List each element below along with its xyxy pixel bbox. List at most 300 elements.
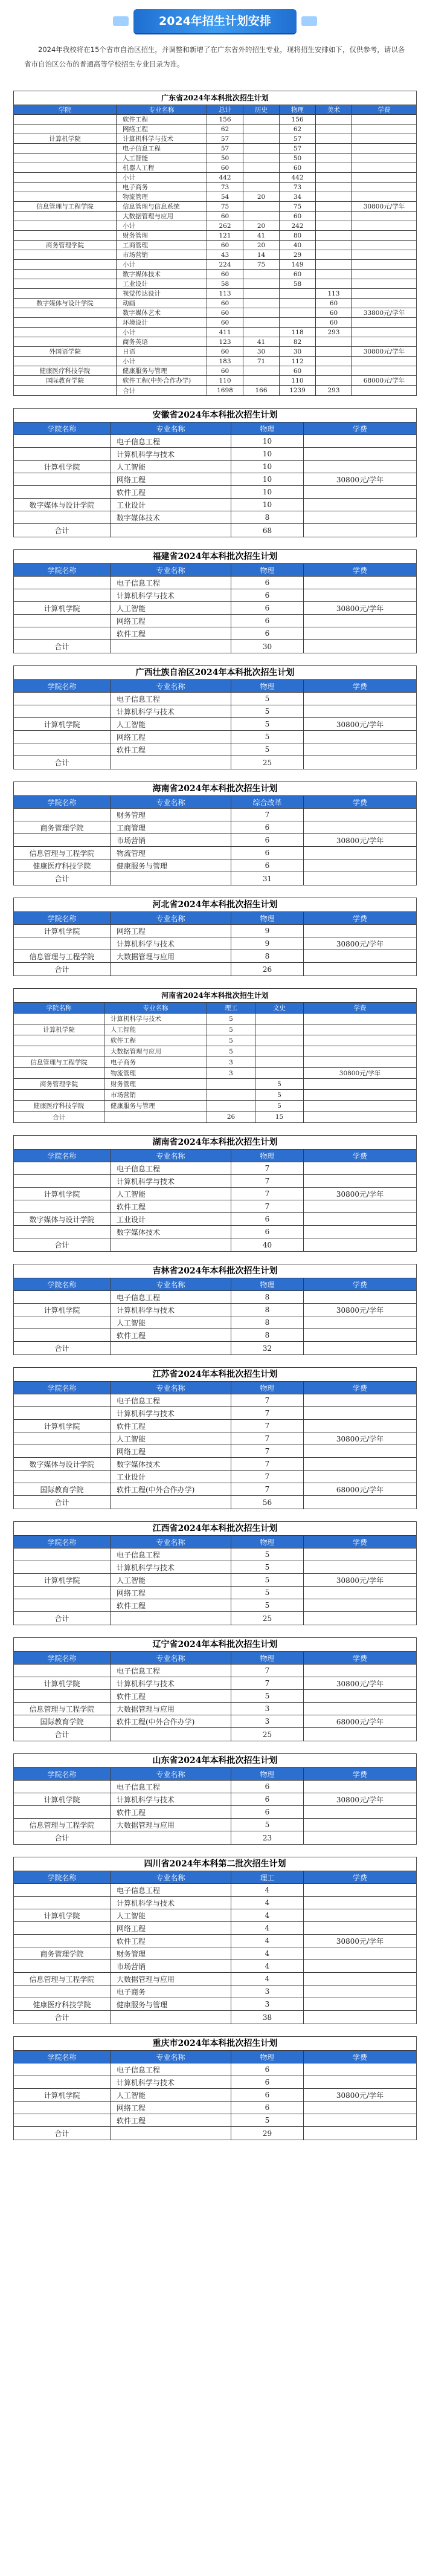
value-cell <box>304 1213 416 1226</box>
major-cell: 计算机科学与技术 <box>111 1407 231 1420</box>
value-cell <box>243 318 280 328</box>
value-cell: 5 <box>207 1035 255 1046</box>
table-row <box>14 1819 416 1831</box>
value-cell: 149 <box>280 260 316 270</box>
value-cell: 7 <box>231 809 304 821</box>
major-cell: 大数据管理与应用 <box>111 1819 231 1831</box>
value-cell <box>304 627 416 640</box>
major-cell: 电子商务 <box>117 183 207 192</box>
value-cell <box>304 511 416 524</box>
header-cell: 学院名称 <box>14 2051 111 2063</box>
college-cell: 数字媒体与设计学院 <box>14 499 111 511</box>
value-cell <box>304 1897 416 1909</box>
value-cell: 30800元/学年 <box>304 1793 416 1806</box>
college-cell: 计算机学院 <box>14 1024 104 1035</box>
value-cell: 68 <box>231 524 304 537</box>
value-cell: 41 <box>243 231 280 241</box>
major-cell: 大数据管理与应用 <box>111 1973 231 1985</box>
header-cell: 学费 <box>304 1871 416 1884</box>
value-cell <box>304 1985 416 1998</box>
major-cell: 软件工程(中外合作办学) <box>111 1715 231 1728</box>
header-cell: 学费 <box>304 1768 416 1781</box>
header-cell: 专业名称 <box>111 912 231 925</box>
value-cell <box>304 2011 416 2024</box>
college-cell <box>14 1897 111 1909</box>
header-cell: 学费 <box>304 912 416 925</box>
value-cell <box>304 2102 416 2114</box>
major-cell: 电子信息工程 <box>111 1291 231 1304</box>
major-cell: 电子商务 <box>111 1985 231 1998</box>
table-sichuan <box>13 1857 417 2024</box>
college-cell: 信息管理与工程学院 <box>14 202 117 212</box>
table-row <box>14 448 416 461</box>
value-cell: 14 <box>243 250 280 260</box>
table-row <box>14 1728 416 1741</box>
college-cell <box>14 115 117 125</box>
value-cell: 7 <box>231 1394 304 1407</box>
value-cell <box>304 1162 416 1175</box>
value-cell: 6 <box>231 2076 304 2089</box>
value-cell <box>304 1046 416 1057</box>
value-cell: 62 <box>207 125 243 134</box>
major-cell: 人工智能 <box>111 602 231 615</box>
value-cell: 25 <box>231 756 304 769</box>
major-cell: 网络工程 <box>117 125 207 134</box>
major-cell: 市场营销 <box>117 250 207 260</box>
table-row <box>14 1213 416 1226</box>
value-cell: 5 <box>207 1024 255 1035</box>
value-cell: 34 <box>280 192 316 202</box>
major-cell: 物流管理 <box>111 847 231 859</box>
table-row <box>14 337 416 347</box>
major-cell: 计算机科学与技术 <box>111 2076 231 2089</box>
value-cell: 38 <box>231 2011 304 2024</box>
value-cell: 68000元/学年 <box>304 1483 416 1496</box>
table-title: 广东省2024年本科批次招生计划 <box>14 91 416 105</box>
major-cell: 大数据管理与应用 <box>117 212 207 221</box>
value-cell <box>316 337 352 347</box>
college-cell <box>14 1922 111 1935</box>
table-header-row <box>14 1536 416 1549</box>
value-cell: 7 <box>231 1471 304 1483</box>
header-cell: 物理 <box>231 1536 304 1549</box>
major-cell <box>111 2127 231 2140</box>
table-row <box>14 260 416 270</box>
value-cell: 7 <box>231 1175 304 1188</box>
college-cell <box>14 328 117 337</box>
value-cell: 121 <box>207 231 243 241</box>
major-cell: 软件工程 <box>117 115 207 125</box>
value-cell: 73 <box>207 183 243 192</box>
value-cell: 57 <box>207 134 243 144</box>
major-cell: 软件工程 <box>111 486 231 499</box>
college-cell: 健康医疗科技学院 <box>14 366 117 376</box>
value-cell <box>243 154 280 163</box>
value-cell <box>304 499 416 511</box>
value-cell: 5 <box>231 705 304 718</box>
table-jiangsu <box>13 1367 417 1509</box>
college-cell <box>14 163 117 173</box>
major-cell: 电子信息工程 <box>111 693 231 705</box>
value-cell: 60 <box>280 366 316 376</box>
table-hainan <box>13 782 417 885</box>
value-cell <box>304 1496 416 1509</box>
value-cell <box>304 486 416 499</box>
major-cell: 工业设计 <box>111 1471 231 1483</box>
header-cell: 专业名称 <box>111 1652 231 1665</box>
college-cell <box>14 144 117 154</box>
table-row <box>14 731 416 743</box>
major-cell: 市场营销 <box>111 1960 231 1973</box>
table-row <box>14 1226 416 1238</box>
value-cell: 6 <box>231 834 304 847</box>
table-title: 安徽省2024年本科批次招生计划 <box>14 409 416 422</box>
college-cell: 计算机学院 <box>14 1188 111 1200</box>
header-cell: 学院名称 <box>14 1871 111 1884</box>
table-row <box>14 308 416 318</box>
value-cell <box>316 347 352 357</box>
college-cell: 数字媒体与设计学院 <box>14 1458 111 1471</box>
value-cell <box>316 376 352 386</box>
college-cell: 合计 <box>14 1831 111 1844</box>
college-cell: 合计 <box>14 756 111 769</box>
major-cell: 软件工程 <box>111 1420 231 1432</box>
value-cell: 60 <box>316 308 352 318</box>
value-cell <box>352 221 416 231</box>
major-cell: 计算机科学与技术 <box>111 589 231 602</box>
value-cell: 6 <box>231 2089 304 2102</box>
value-cell <box>304 1587 416 1599</box>
college-cell: 健康医疗科技学院 <box>14 1998 111 2011</box>
value-cell <box>352 318 416 328</box>
table-row <box>14 1884 416 1897</box>
college-cell <box>14 731 111 743</box>
major-cell: 大数据管理与应用 <box>111 1703 231 1715</box>
value-cell <box>316 154 352 163</box>
value-cell <box>304 1819 416 1831</box>
table-title: 重庆市2024年本科批次招生计划 <box>14 2037 416 2051</box>
value-cell: 20 <box>243 221 280 231</box>
table-fujian <box>13 549 417 653</box>
value-cell: 30 <box>280 347 316 357</box>
college-cell <box>14 1445 111 1458</box>
table-row <box>14 1973 416 1985</box>
value-cell <box>304 1079 416 1090</box>
major-cell: 软件工程(中外合作办学) <box>111 1483 231 1496</box>
value-cell: 293 <box>316 386 352 395</box>
value-cell <box>243 308 280 318</box>
college-cell <box>14 173 117 183</box>
major-cell: 视觉传达设计 <box>117 289 207 299</box>
header-cell: 学院名称 <box>14 680 111 693</box>
major-cell: 健康服务与管理 <box>104 1101 207 1112</box>
table-row <box>14 1665 416 1677</box>
table-row <box>14 1703 416 1715</box>
table-shandong <box>13 1753 417 1845</box>
table-row <box>14 1549 416 1561</box>
header-cell: 学费 <box>304 796 416 809</box>
table-row <box>14 834 416 847</box>
value-cell: 156 <box>280 115 316 125</box>
value-cell <box>316 260 352 270</box>
header-cell: 专业名称 <box>111 2051 231 2063</box>
value-cell: 30800元/学年 <box>304 473 416 486</box>
value-cell <box>352 366 416 376</box>
value-cell: 5 <box>207 1014 255 1024</box>
major-cell: 软件工程 <box>111 2114 231 2127</box>
college-cell <box>14 809 111 821</box>
value-cell: 33800元/学年 <box>352 308 416 318</box>
value-cell <box>304 821 416 834</box>
table-row <box>14 925 416 937</box>
college-cell <box>14 1329 111 1342</box>
header-cell: 学费 <box>304 1382 416 1394</box>
college-cell: 计算机学院 <box>14 1574 111 1587</box>
value-cell: 166 <box>243 386 280 395</box>
header-cell: 学院名称 <box>14 1652 111 1665</box>
header-cell: 物理 <box>231 422 304 435</box>
table-row <box>14 627 416 640</box>
major-cell: 人工智能 <box>111 2089 231 2102</box>
value-cell <box>316 183 352 192</box>
table-header-row <box>14 2051 416 2063</box>
value-cell <box>304 1549 416 1561</box>
major-cell: 日语 <box>117 347 207 357</box>
value-cell: 5 <box>231 1819 304 1831</box>
value-cell <box>304 1316 416 1329</box>
header-cell: 学院名称 <box>14 1003 104 1014</box>
table-row <box>14 173 416 183</box>
table-row <box>14 1793 416 1806</box>
value-cell: 6 <box>231 821 304 834</box>
value-cell <box>304 756 416 769</box>
college-cell: 信息管理与工程学院 <box>14 1057 104 1068</box>
value-cell: 7 <box>231 1200 304 1213</box>
value-cell <box>352 115 416 125</box>
college-cell <box>14 1175 111 1188</box>
value-cell <box>243 289 280 299</box>
table-row <box>14 144 416 154</box>
table-row <box>14 125 416 134</box>
table-row <box>14 524 416 537</box>
value-cell <box>304 1703 416 1715</box>
major-cell: 市场营销 <box>104 1090 207 1101</box>
major-cell: 大数据管理与应用 <box>104 1046 207 1057</box>
college-cell: 合计 <box>14 1342 111 1354</box>
table-row <box>14 134 416 144</box>
value-cell <box>304 589 416 602</box>
header-cell: 专业名称 <box>111 1278 231 1291</box>
value-cell <box>243 115 280 125</box>
table-row <box>14 1068 416 1079</box>
table-row <box>14 1715 416 1728</box>
table-row <box>14 1024 416 1035</box>
table-row <box>14 250 416 260</box>
table-row <box>14 743 416 756</box>
value-cell: 29 <box>231 2127 304 2140</box>
college-cell <box>14 1561 111 1574</box>
value-cell <box>352 241 416 250</box>
major-cell: 工业设计 <box>117 279 207 289</box>
value-cell <box>352 183 416 192</box>
college-cell <box>14 1471 111 1483</box>
major-cell: 动画 <box>117 299 207 308</box>
table-henan <box>13 988 417 1123</box>
value-cell: 6 <box>231 627 304 640</box>
value-cell: 4 <box>231 1884 304 1897</box>
value-cell <box>304 1090 416 1101</box>
value-cell <box>304 1200 416 1213</box>
major-cell: 市场营销 <box>111 834 231 847</box>
value-cell: 10 <box>231 473 304 486</box>
college-cell: 计算机学院 <box>14 718 111 731</box>
major-cell: 软件工程 <box>111 1690 231 1703</box>
table-header-row <box>14 564 416 577</box>
value-cell: 30 <box>243 347 280 357</box>
table-row <box>14 1316 416 1329</box>
table-row <box>14 1238 416 1251</box>
major-cell: 人工智能 <box>111 1909 231 1922</box>
value-cell <box>304 1329 416 1342</box>
table-row <box>14 241 416 250</box>
value-cell: 7 <box>231 1677 304 1690</box>
table-row <box>14 1101 416 1112</box>
table-row <box>14 577 416 589</box>
major-cell <box>111 524 231 537</box>
table-row <box>14 1342 416 1354</box>
college-cell: 信息管理与工程学院 <box>14 1973 111 1985</box>
header-cell: 理工 <box>207 1003 255 1014</box>
value-cell: 68000元/学年 <box>352 376 416 386</box>
value-cell: 25 <box>231 1728 304 1741</box>
value-cell: 3 <box>207 1068 255 1079</box>
value-cell <box>316 357 352 366</box>
value-cell: 30800元/学年 <box>304 1432 416 1445</box>
value-cell: 6 <box>231 1793 304 1806</box>
table-row <box>14 221 416 231</box>
value-cell: 30800元/学年 <box>352 347 416 357</box>
major-cell: 财务管理 <box>111 1947 231 1960</box>
table-row <box>14 202 416 212</box>
major-cell <box>111 1342 231 1354</box>
college-cell: 国际教育学院 <box>14 376 117 386</box>
major-cell: 计算机科学与技术 <box>104 1014 207 1024</box>
table-title: 山东省2024年本科批次招生计划 <box>14 1754 416 1768</box>
value-cell: 30800元/学年 <box>304 2089 416 2102</box>
value-cell <box>304 1599 416 1612</box>
value-cell: 26 <box>207 1112 255 1122</box>
table-header-row <box>14 1382 416 1394</box>
value-cell <box>304 847 416 859</box>
value-cell: 20 <box>243 192 280 202</box>
table-row <box>14 2127 416 2140</box>
major-cell: 网络工程 <box>111 925 231 937</box>
tables-container <box>0 91 430 2140</box>
major-cell: 计算机科学与技术 <box>111 937 231 950</box>
value-cell <box>243 270 280 279</box>
college-cell <box>14 448 111 461</box>
value-cell <box>304 2063 416 2076</box>
value-cell <box>316 270 352 279</box>
college-cell: 合计 <box>14 872 111 885</box>
header-cell: 学院名称 <box>14 1768 111 1781</box>
value-cell: 156 <box>207 115 243 125</box>
college-cell: 合计 <box>14 1612 111 1625</box>
value-cell: 242 <box>280 221 316 231</box>
college-cell: 计算机学院 <box>14 1420 111 1432</box>
table-row <box>14 1090 416 1101</box>
major-cell: 小计 <box>117 357 207 366</box>
table-title: 河北省2024年本科批次招生计划 <box>14 898 416 912</box>
value-cell: 26 <box>231 963 304 976</box>
college-cell <box>14 279 117 289</box>
banner-area <box>0 0 430 42</box>
value-cell <box>304 524 416 537</box>
table-title: 河南省2024年本科批次招生计划 <box>14 989 416 1003</box>
major-cell: 计算机科学与技术 <box>111 1561 231 1574</box>
value-cell: 293 <box>316 328 352 337</box>
college-cell: 数字媒体与设计学院 <box>14 299 117 308</box>
college-cell: 健康医疗科技学院 <box>14 859 111 872</box>
page-title-banner: 2024年招生计划安排 <box>133 9 297 33</box>
major-cell: 物流管理 <box>117 192 207 202</box>
college-cell <box>14 577 111 589</box>
college-cell <box>14 154 117 163</box>
table-row <box>14 615 416 627</box>
table-row <box>14 602 416 615</box>
table-row <box>14 279 416 289</box>
value-cell <box>304 1407 416 1420</box>
value-cell: 9 <box>231 925 304 937</box>
value-cell: 30800元/学年 <box>304 1068 416 1079</box>
value-cell <box>304 1561 416 1574</box>
value-cell: 123 <box>207 337 243 347</box>
value-cell: 20 <box>243 241 280 250</box>
value-cell <box>255 1068 304 1079</box>
table-row <box>14 872 416 885</box>
value-cell <box>304 872 416 885</box>
header-cell: 物理 <box>231 1278 304 1291</box>
header-cell: 专业名称 <box>104 1003 207 1014</box>
table-row <box>14 1985 416 1998</box>
value-cell: 10 <box>231 448 304 461</box>
college-cell <box>14 1394 111 1407</box>
value-cell <box>352 386 416 395</box>
table-row <box>14 1483 416 1496</box>
value-cell <box>352 328 416 337</box>
table-row <box>14 1046 416 1057</box>
major-cell: 数字媒体技术 <box>111 1458 231 1471</box>
value-cell <box>316 202 352 212</box>
major-cell: 软件工程 <box>111 743 231 756</box>
value-cell: 4 <box>231 1935 304 1947</box>
header-cell: 学费 <box>304 680 416 693</box>
value-cell <box>243 202 280 212</box>
college-cell <box>14 627 111 640</box>
college-cell <box>14 308 117 318</box>
value-cell: 3 <box>231 1703 304 1715</box>
value-cell <box>316 125 352 134</box>
major-cell: 工商管理 <box>111 821 231 834</box>
value-cell: 73 <box>280 183 316 192</box>
header-cell: 理工 <box>231 1871 304 1884</box>
value-cell <box>304 577 416 589</box>
major-cell: 工业设计 <box>111 499 231 511</box>
college-cell <box>14 589 111 602</box>
table-row <box>14 640 416 653</box>
value-cell <box>316 279 352 289</box>
table-anhui <box>13 408 417 537</box>
